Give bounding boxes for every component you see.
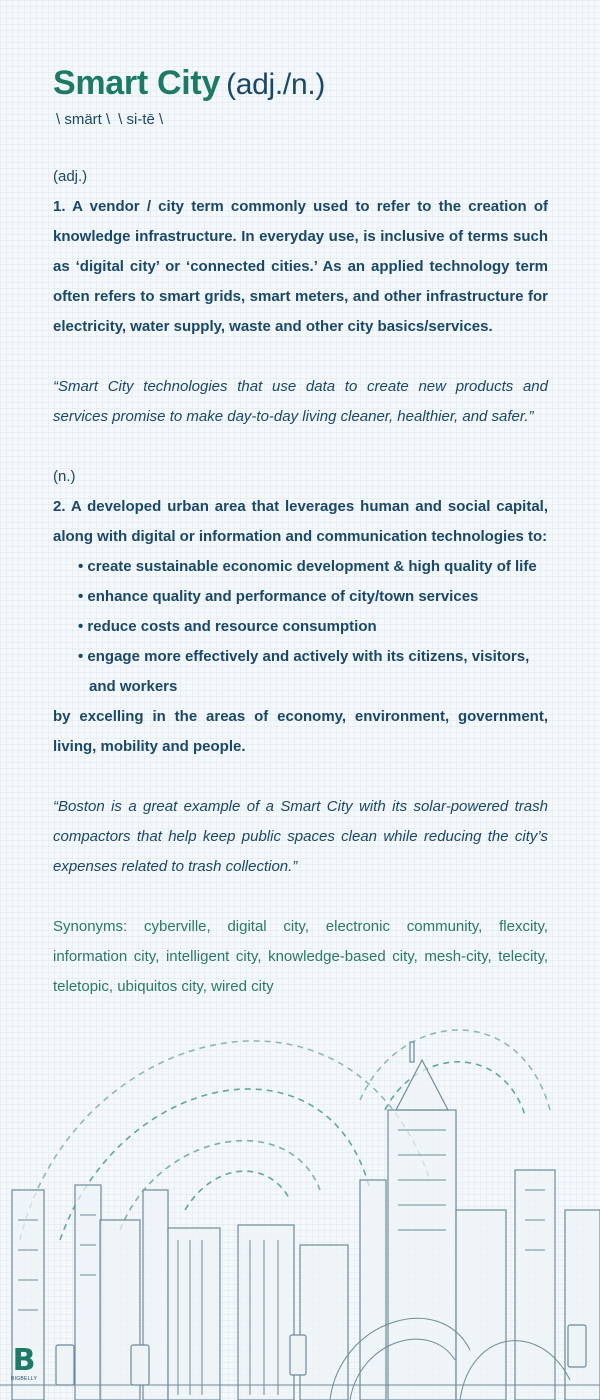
brand-logo: [8, 1343, 40, 1382]
pronunciation-city: \ si-tē \: [118, 111, 164, 128]
bullet-item: • reduce costs and resource consumption: [78, 612, 548, 642]
synonyms: Synonyms: cyberville, digital city, electronic community, flexcity, information city, intelligent city, knowledge-based city, mesh-city, telecity, teletopic, ubiquitos city, wired city: [53, 918, 548, 995]
adjective-definition: 1. A vendor / city term commonly used to refer to the creation of knowledge infrastructure. In everyday use, is inclusive of terms such as ‘digital city’ or ‘connected cities.’ As an applied technology term often refers to smart grids, smart meters, and other infrastructure for electricity, water supply, waste and other city basics/services.: [53, 198, 548, 335]
pronunciation-smart: \ smärt \: [56, 111, 111, 128]
adjective-label: (adj.): [53, 168, 88, 185]
bullet-item: • engage more effectively and actively with its citizens, visitors, and workers: [78, 642, 548, 702]
title-word: Smart City: [53, 64, 221, 102]
noun-label: (n.): [53, 468, 76, 485]
page-title: [53, 60, 548, 108]
noun-definition-intro: 2. A developed urban area that leverages human and social capital, along with digital or information and communication technologies to:: [53, 498, 548, 545]
pronunciation: [53, 108, 548, 132]
brand-logo-name: BIGBELLY: [10, 1376, 38, 1382]
noun-definition-outro: by excelling in the areas of economy, environment, government, living, mobility and people.: [53, 708, 548, 755]
title-part-of-speech: (adj./n.): [226, 68, 326, 101]
noun-bullet-list: [53, 552, 548, 702]
bullet-item: • create sustainable economic development & high quality of life: [78, 552, 548, 582]
brand-logo-mark: B: [12, 1343, 36, 1378]
city-skyline-illustration: [0, 990, 600, 1400]
definition-content: [53, 60, 548, 1002]
adjective-example-quote: “Smart City technologies that use data to create new products and services promise to make day-to-day living cleaner, healthier, and safer.”: [53, 378, 548, 425]
bullet-item: • enhance quality and performance of city/town services: [78, 582, 548, 612]
noun-example-quote: “Boston is a great example of a Smart City with its solar-powered trash compactors that help keep public spaces clean while reducing the city’s expenses related to trash collection.”: [53, 798, 548, 875]
